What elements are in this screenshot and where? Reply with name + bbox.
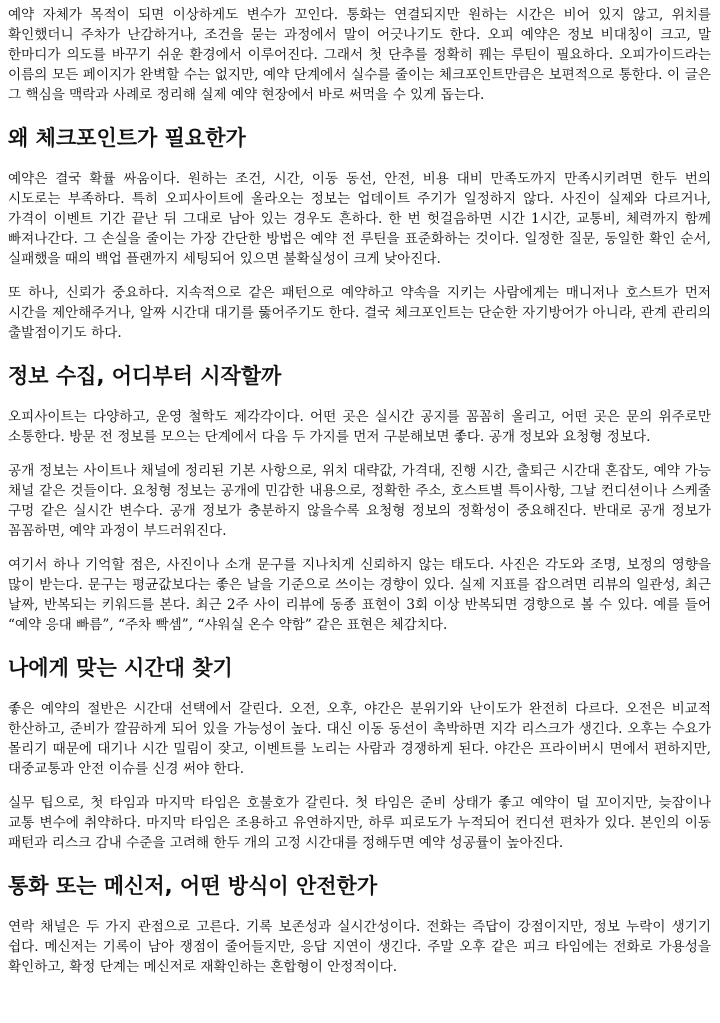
section-paragraph: 공개 정보는 사이트나 채널에 정리된 기본 사항으로, 위치 대략값, 가격대, 진행 시간, 출퇴근 시간대 혼잡도, 예약 가능 채널 같은 것들이다. 요청형 정보는 공개에 민감한 내용으로, 정확한 주소, 호스트별 특이사항, 그날 컨디션이나 스케줄 구멍 같은 실시간 변수다. 공개 정보가 충분하지 않을수록 요청형 정보의 정확성이 중요해진다. 반대로 공개 정보가 꼼꼼하면, 예약 과정이 부드러워진다. bbox=[8, 463, 711, 539]
section-heading-info-gathering: 정보 수집, 어디부터 시작할까 bbox=[8, 364, 282, 388]
section-paragraph: 예약은 결국 확률 싸움이다. 원하는 조건, 시간, 이동 동선, 안전, 비용 대비 만족도까지 만족시키려면 한두 번의 시도로는 부족하다. 특히 오피사이트에 올라오는 정보는 업데이트 주기가 일정하지 않다. 사진이 실제와 다르거나, 가격이 이벤트 기간 끝난 뒤 그대로 남아 있는 경우도 흔하다. 한 번 헛걸음하면 시간 1시간, 교통비, 체력까지 함께 빠져나간다. 그 손실을 줄이는 가장 간단한 방법은 예약 전 루틴을 표준화하는 것이다. 일정한 질문, 동일한 확인 순서, 실패했을 때의 백업 플랜까지 세팅되어 있으면 불확실성이 크게 낮아진다. bbox=[8, 171, 711, 267]
section-heading-time-slot: 나에게 맞는 시간대 찾기 bbox=[8, 656, 233, 680]
intro-paragraph: 예약 자체가 목적이 되면 이상하게도 변수가 꼬인다. 통화는 연결되지만 원하는 시간은 비어 있지 않고, 위치를 확인했더니 주차가 난감하거나, 조건을 묻는 과정에서 말이 어긋나기도 한다. 오피 예약은 정보 비대칭이 크고, 말 한마디가 의도를 바꾸기 쉬운 환경에서 이루어진다. 그래서 첫 단추를 정확히 꿰는 루틴이 필요하다. 오피가이드라는 이름의 모든 페이지가 완벽할 수는 없지만, 예약 단계에서 실수를 줄이는 체크포인트만큼은 보편적으로 통한다. 이 글은 그 핵심을 맥락과 사례로 정리해 실제 예약 현장에서 바로 써먹을 수 있게 돕는다. bbox=[8, 7, 711, 103]
article bbox=[0, 5, 720, 977]
section-paragraph: 오피사이트는 다양하고, 운영 철학도 제각각이다. 어떤 곳은 실시간 공지를 꼼꼼히 올리고, 어떤 곳은 문의 위주로만 소통한다. 방문 전 정보를 모으는 단계에서 다음 두 가지를 먼저 구분해보면 좋다. 공개 정보와 요청형 정보다. bbox=[8, 409, 711, 445]
section-paragraph: 실무 팁으로, 첫 타임과 마지막 타임은 호불호가 갈린다. 첫 타임은 준비 상태가 좋고 예약이 덜 꼬이지만, 늦잠이나 교통 변수에 취약하다. 마지막 타임은 조용하고 유연하지만, 하루 피로도가 누적되어 컨디션 편차가 있다. 본인의 이동 패턴과 리스크 감내 수준을 고려해 한두 개의 고정 시간대를 정해두면 예약 성공률이 높아진다. bbox=[8, 795, 711, 851]
section-heading-why-checkpoints: 왜 체크포인트가 필요한가 bbox=[8, 126, 246, 150]
section-paragraph: 또 하나, 신뢰가 중요하다. 지속적으로 같은 패턴으로 예약하고 약속을 지키는 사람에게는 매니저나 호스트가 먼저 시간을 제안해주거나, 알짜 시간대 대기를 뚫어주기도 한다. 결국 체크포인트는 단순한 자기방어가 아니라, 관계 관리의 출발점이기도 하다. bbox=[8, 285, 711, 341]
section-heading-contact-channel: 통화 또는 메신저, 어떤 방식이 안전한가 bbox=[8, 874, 378, 898]
section-paragraph: 좋은 예약의 절반은 시간대 선택에서 갈린다. 오전, 오후, 야간은 분위기와 난이도가 완전히 다르다. 오전은 비교적 한산하고, 준비가 깔끔하게 되어 있을 가능성이 높다. 대신 이동 동선이 촉박하면 지각 리스크가 생긴다. 오후는 수요가 몰리기 때문에 대기나 시간 밀림이 잦고, 이벤트를 노리는 사람과 경쟁하게 된다. 야간은 프라이버시 면에서 편하지만, 대중교통과 안전 이슈를 신경 써야 한다. bbox=[8, 701, 711, 777]
section-paragraph: 여기서 하나 기억할 점은, 사진이나 소개 문구를 지나치게 신뢰하지 않는 태도다. 사진은 각도와 조명, 보정의 영향을 많이 받는다. 문구는 평균값보다는 좋은 날을 기준으로 쓰이는 경향이 있다. 실제 지표를 잡으려면 리뷰의 일관성, 최근 날짜, 반복되는 키워드를 본다. 최근 2주 사이 리뷰에 동종 표현이 3회 이상 반복되면 경향으로 볼 수 있다. 예를 들어 “예약 응대 빠름”, “주차 빡셈”, “샤워실 온수 약함” 같은 표현은 체감치다. bbox=[8, 557, 711, 633]
section-paragraph: 연락 채널은 두 가지 관점으로 고른다. 기록 보존성과 실시간성이다. 전화는 즉답이 강점이지만, 정보 누락이 생기기 쉽다. 메신저는 기록이 남아 쟁점이 줄어들지만, 응답 지연이 생긴다. 주말 오후 같은 피크 타임에는 전화로 가용성을 확인하고, 확정 단계는 메신저로 재확인하는 혼합형이 안정적이다. bbox=[8, 919, 711, 975]
